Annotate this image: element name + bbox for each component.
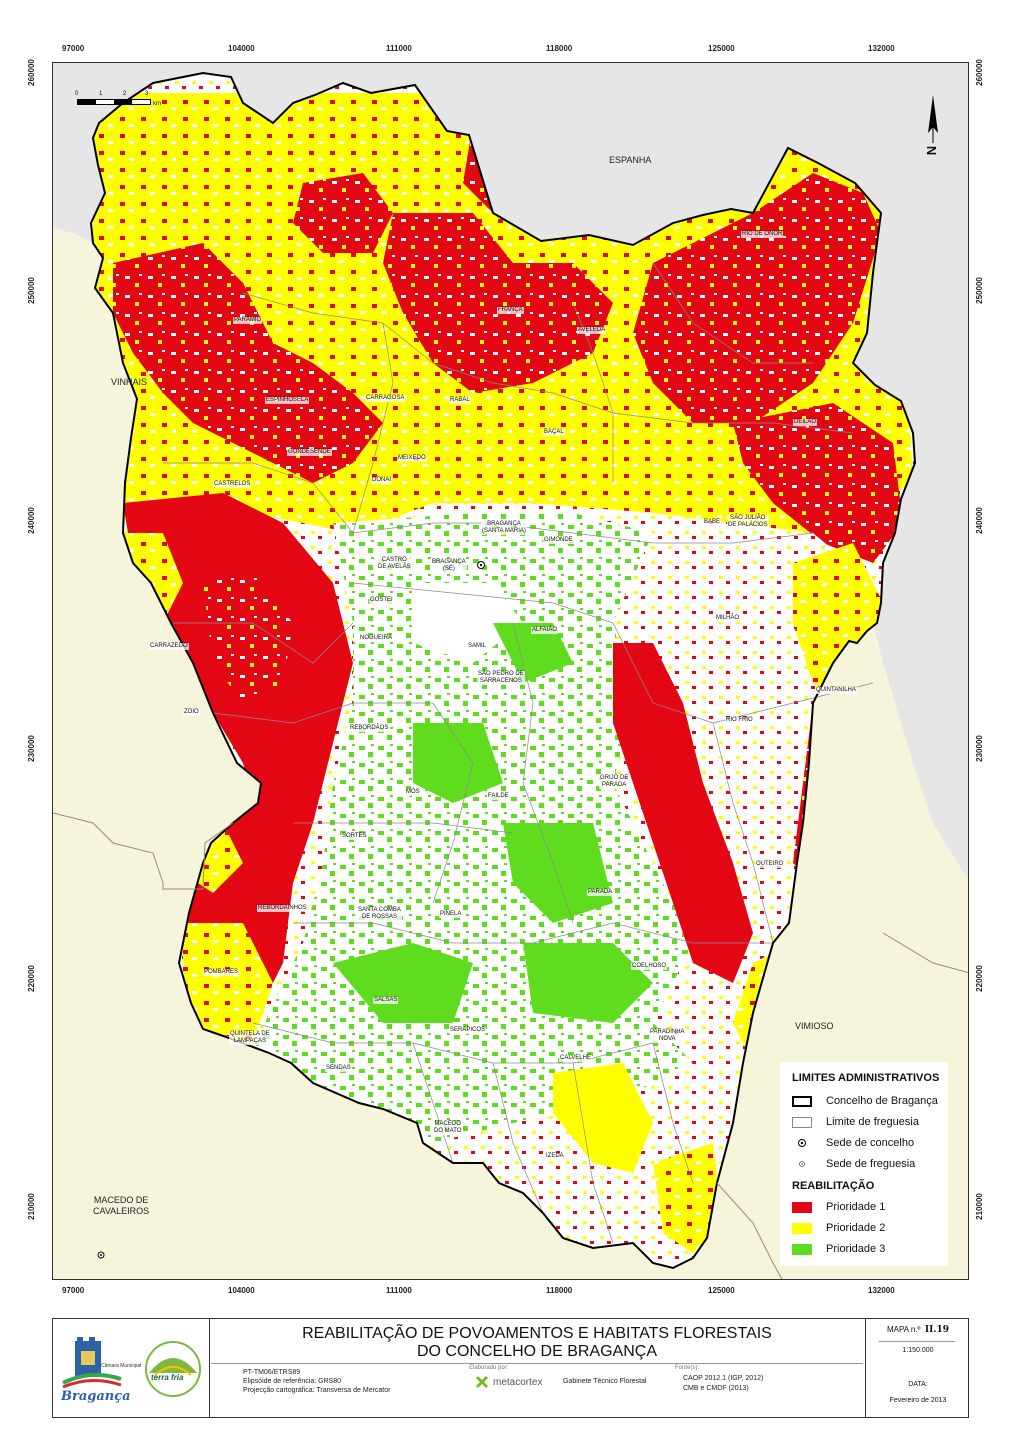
x-tick-top: 104000: [228, 44, 255, 53]
scale-3: 3: [145, 91, 149, 97]
metacortex-logo-icon: [475, 1375, 489, 1389]
x-tick-bottom: 111000: [386, 1286, 412, 1295]
y-tick-left: 230000: [26, 735, 36, 762]
scale-2: 2: [123, 91, 127, 97]
sources-label: Fonte(s):: [675, 1365, 700, 1371]
scale-1: 1: [99, 91, 103, 97]
y-tick-left: 210000: [26, 1193, 36, 1220]
y-tick-left: 250000: [26, 277, 36, 304]
x-tick-bottom: 118000: [546, 1286, 573, 1295]
parish-label: FAILDE: [488, 793, 509, 799]
source2-text: CMB e CMDF (2013): [683, 1385, 749, 1392]
parish-label: RIO DE ONOR: [742, 231, 783, 237]
parish-label: BRAGANÇA (SÉ): [432, 559, 466, 572]
parish-label: AVELEDA: [578, 327, 606, 333]
parish-label: SERAPICOS: [450, 1027, 486, 1033]
legend-row: [792, 1157, 915, 1171]
logo-braganca-small: Câmara Municipal: [101, 1363, 142, 1369]
sede-freguesia-icon: [792, 1159, 812, 1170]
parish-label: DONAI: [372, 477, 392, 483]
x-tick-bottom: 125000: [708, 1286, 735, 1295]
logo-terra-fria: [143, 1339, 203, 1403]
legend-row: [792, 1221, 885, 1235]
parish-label: DEILÃO: [794, 419, 817, 425]
legend-label: Prioridade 2: [826, 1222, 886, 1234]
metacortex-name: metacortex: [493, 1377, 543, 1388]
parish-label: QUINTELA DE LAMPAÇAS: [230, 1031, 270, 1044]
country-spain: ESPANHA: [609, 155, 652, 165]
logo-braganca-text: Bragança: [61, 1389, 131, 1404]
title-block: [52, 1318, 969, 1418]
parish-label: GONDESENDE: [288, 449, 331, 455]
ellipsoid-text: Elipsóide de referência: GRS80: [243, 1378, 342, 1385]
concelho-swatch: [792, 1096, 812, 1107]
parish-label: POMBARES: [204, 969, 239, 975]
legend-label: Prioridade 3: [826, 1243, 886, 1255]
parish-label: CARRAGOSA: [366, 395, 405, 401]
legend-label: Sede de freguesia: [826, 1158, 916, 1170]
map-number: II.19: [924, 1325, 949, 1335]
legend-section-title: REABILITAÇÃO: [792, 1180, 875, 1192]
parish-label: MACEDO DO MATO: [434, 1121, 462, 1134]
scale-unit: km: [153, 101, 161, 107]
y-tick-right: 260000: [974, 59, 984, 86]
parish-label: PINELA: [440, 911, 462, 917]
y-tick-right: 220000: [974, 965, 984, 992]
parish-label: PARADINHA NOVA: [650, 1029, 685, 1042]
x-tick-top: 111000: [386, 44, 412, 53]
x-tick-bottom: 132000: [868, 1286, 895, 1295]
y-tick-left: 260000: [26, 59, 36, 86]
map-date: Fevereiro de 2013: [889, 1397, 947, 1404]
parish-label: FRANÇA: [498, 307, 523, 313]
parish-label: REBORDÃOS: [350, 725, 389, 731]
scale-bar: [75, 91, 165, 111]
parish-label: IZEDA: [546, 1153, 564, 1159]
y-tick-left: 240000: [26, 507, 36, 534]
neighbour-macedo: MACEDO DE CAVALEIROS: [93, 1195, 150, 1216]
parish-label: MEIXEDO: [398, 455, 426, 461]
parish-label: SALSAS: [374, 997, 398, 1003]
scale-0: 0: [75, 91, 79, 97]
crs-text: PT-TM06/ETRS89: [243, 1369, 301, 1376]
legend-row: [792, 1115, 919, 1129]
map-title-line2: DO CONCELHO DE BRAGANÇA: [416, 1343, 658, 1360]
neighbour-vimioso: VIMIOSO: [795, 1021, 834, 1031]
x-tick-bottom: 104000: [228, 1286, 255, 1295]
priority1-swatch: [792, 1202, 812, 1213]
priority3-swatch: [792, 1244, 812, 1255]
parish-label: GRIJÓ DE PARADA: [600, 775, 629, 788]
logo-terra-fria-text: terra fria: [151, 1373, 184, 1382]
legend-label: Concelho de Bragança: [826, 1095, 938, 1107]
map-legend: [780, 1062, 948, 1266]
parish-label: CARRAZEDO: [150, 643, 188, 649]
y-tick-right: 230000: [974, 735, 984, 762]
made-by-label: Elaborado por:: [469, 1365, 509, 1371]
y-tick-right: 210000: [974, 1193, 984, 1220]
legend-label: Limite de freguesia: [826, 1116, 919, 1128]
priority2-swatch: [792, 1223, 812, 1234]
parish-label: ALFAIÃO: [532, 627, 558, 633]
parish-label: CASTRELOS: [214, 481, 251, 487]
y-tick-right: 240000: [974, 507, 984, 534]
projection-text: Projecção cartográfica: Transversa de Mercator: [243, 1387, 391, 1394]
map-title-line1: REABILITAÇÃO DE POVOAMENTOS E HABITATS FLORESTAIS: [302, 1325, 772, 1342]
parish-label: GOSTEI: [370, 597, 393, 603]
parish-label: SAMIL: [468, 643, 487, 649]
north-label: N: [924, 145, 940, 156]
parish-label: PARADA: [588, 889, 613, 895]
parish-label: BABE: [704, 519, 721, 525]
parish-label: SANTA COMBA DE ROSSAS: [358, 907, 401, 920]
legend-label: Sede de concelho: [826, 1137, 915, 1149]
x-tick-top: 132000: [868, 44, 895, 53]
parish-label: NOGUEIRA: [360, 635, 393, 641]
legend-row: [792, 1136, 914, 1150]
date-label: DATA:: [908, 1381, 928, 1388]
freguesia-swatch: [792, 1117, 812, 1128]
north-arrow-icon: [923, 93, 943, 163]
parish-label: REBORDAINHOS: [258, 905, 307, 911]
parish-label: SORTES: [342, 833, 367, 839]
parish-label: BAÇAL: [544, 429, 564, 435]
office-text: Gabinete Técnico Florestal: [563, 1378, 647, 1385]
x-tick-top: 118000: [546, 44, 573, 53]
parish-label: PARÂMIO: [234, 317, 262, 323]
parish-label: GIMONDE: [544, 537, 573, 543]
parish-label: OUTEIRO: [756, 861, 784, 867]
parish-label: SÃO JULIÃO DE PALÁCIOS: [728, 515, 768, 528]
y-tick-right: 250000: [974, 277, 984, 304]
parish-label: ZOIO: [184, 709, 199, 715]
parish-label: SÃO PEDRO DE SARRACENOS: [478, 671, 524, 684]
source1-text: CAOP 2012.1 (IGP, 2012): [683, 1375, 764, 1382]
parish-label: BRAGANÇA (SANTA MARIA): [482, 521, 526, 534]
x-tick-top: 125000: [708, 44, 735, 53]
neighbour-vinhais: VINHAIS: [111, 377, 148, 387]
legend-row: [792, 1200, 885, 1214]
legend-label: Prioridade 1: [826, 1201, 886, 1213]
parish-label: RIO FRIO: [726, 717, 753, 723]
parish-label: QUINTANILHA: [816, 687, 856, 693]
parish-label: RABAL: [450, 397, 470, 403]
parish-label: MÓS: [406, 789, 420, 795]
y-tick-left: 220000: [26, 965, 36, 992]
parish-label: CASTRO DE AVELÃS: [378, 557, 411, 570]
legend-title: LIMITES ADMINISTRATIVOS: [792, 1072, 940, 1084]
sede-concelho-icon: [792, 1138, 812, 1149]
parish-label: SENDAS: [326, 1065, 351, 1071]
map-number-label: MAPA n.º: [887, 1325, 921, 1334]
parish-label: COELHOSO: [632, 963, 667, 969]
map-scale: 1:150.000: [902, 1347, 934, 1354]
x-tick-bottom: 97000: [62, 1286, 85, 1295]
legend-row: [792, 1242, 885, 1256]
x-tick-top: 97000: [62, 44, 85, 53]
parish-label: MILHÃO: [716, 615, 740, 621]
parish-label: ESPINHOSELA: [266, 397, 309, 403]
logo-braganca: [61, 1333, 142, 1407]
legend-row: [792, 1094, 938, 1108]
parish-label: CALVELHE: [560, 1055, 591, 1061]
